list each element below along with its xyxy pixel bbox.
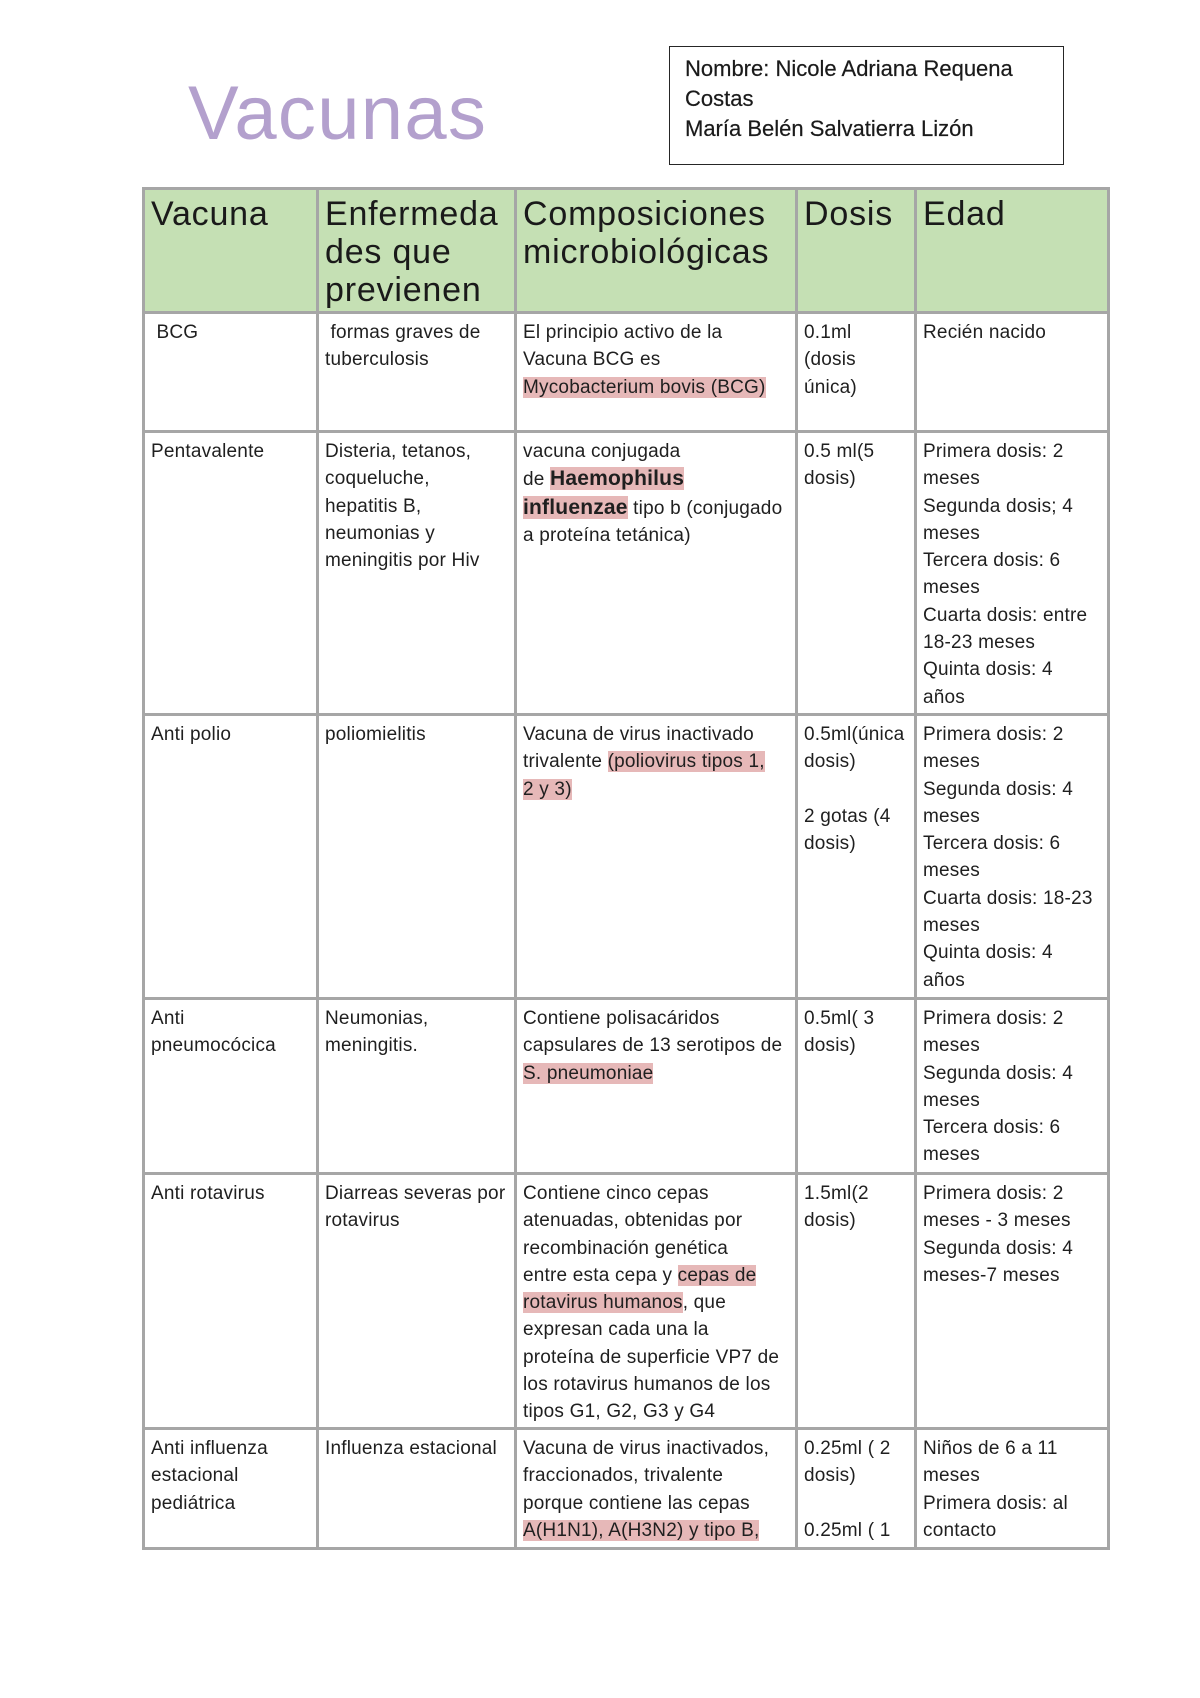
cell-diseases (318, 999, 516, 1174)
text-line (523, 748, 789, 775)
text-line: Anti influenza (151, 1438, 268, 1459)
cell-dose (797, 313, 916, 432)
text-line: tipos G1, G2, G3 y G4 (523, 1401, 716, 1423)
text-line: vacuna conjugada (523, 441, 681, 462)
text-line: meses (923, 522, 980, 544)
header-diseases (318, 189, 516, 313)
text-line: meses (923, 860, 980, 882)
student-name: María Belén Salvatierra Lizón (685, 116, 974, 141)
student-name-box (669, 46, 1064, 165)
cell-dose (797, 1174, 916, 1429)
text-line: 0.5ml( 3 (804, 1008, 875, 1029)
text-line: Cuarta dosis: entre (923, 604, 1088, 626)
cell-dose (797, 432, 916, 715)
text-line: Primera dosis: 2 (923, 1008, 1064, 1029)
text-line: pediátrica (151, 1492, 236, 1514)
cell-age (916, 999, 1109, 1174)
text-line: porque contiene las cepas (523, 1492, 750, 1514)
highlighted-text: Mycobacterium bovis (BCG) (523, 376, 766, 398)
text-line: Tercera dosis: 6 (923, 833, 1061, 855)
cell-diseases (318, 715, 516, 999)
text-line: previenen (325, 271, 482, 309)
cell-vaccine (144, 1174, 318, 1429)
text-line (523, 1517, 789, 1544)
text-line: Influenza estacional (325, 1438, 497, 1459)
text-line: dosis) (804, 1465, 856, 1487)
text-line: Segunda dosis; 4 (923, 495, 1074, 517)
text-line: años (923, 969, 966, 991)
header-composition (516, 189, 797, 313)
text-line: meses (923, 805, 980, 827)
highlighted-text: rotavirus humanos (523, 1292, 683, 1314)
text-line: coqueluche, (325, 468, 430, 490)
text-line: Segunda dosis: 4 (923, 1237, 1074, 1259)
text-line: atenuadas, obtenidas por (523, 1210, 743, 1232)
text-line: Anti (151, 1008, 185, 1029)
cell-diseases (318, 1429, 516, 1549)
highlighted-text: 2 y 3) (523, 778, 572, 800)
text-line: dosis) (804, 1210, 856, 1232)
text-line: meningitis por Hiv (325, 550, 480, 572)
student-name: Nicole Adriana Requena Costas (685, 56, 1013, 111)
text-line: dosis) (804, 1035, 856, 1057)
highlighted-term: Haemophilus (550, 467, 685, 491)
cell-age (916, 715, 1109, 999)
text-line: 0.5 ml(5 (804, 441, 875, 462)
text-segment: entre esta cepa y (523, 1264, 678, 1286)
text-line: meses (923, 1035, 980, 1057)
table-row (144, 999, 1109, 1174)
cell-age (916, 1174, 1109, 1429)
text-line: meses (923, 1089, 980, 1111)
text-line: Primera dosis: 2 (923, 724, 1064, 745)
cell-vaccine (144, 313, 318, 432)
text-line: Edad (923, 195, 1006, 233)
text-segment: tipo b (conjugado (627, 497, 783, 519)
text-line: Pentavalente (151, 441, 265, 462)
text-line: Primera dosis: 2 (923, 1183, 1064, 1204)
table-head (144, 189, 1109, 313)
text-line: Composiciones (523, 195, 766, 233)
table-row (144, 715, 1109, 999)
cell-vaccine (144, 999, 318, 1174)
cell-composition (516, 1174, 797, 1429)
text-line: capsulares de 13 serotipos de (523, 1035, 783, 1057)
text-line: 0.25ml ( 2 (804, 1438, 891, 1459)
header-vaccine (144, 189, 318, 313)
text-line: tuberculosis (325, 349, 429, 371)
cell-composition (516, 1429, 797, 1549)
cell-diseases (318, 313, 516, 432)
text-line: meses (923, 1144, 980, 1166)
table-row (144, 432, 1109, 715)
text-line: Anti polio (151, 724, 232, 745)
text-line: dosis) (804, 751, 856, 773)
text-line: Quinta dosis: 4 (923, 942, 1053, 964)
text-line: Primera dosis: 2 (923, 441, 1064, 462)
text-line: Dosis (804, 195, 894, 233)
text-line (523, 1262, 789, 1289)
text-line: Tercera dosis: 6 (923, 550, 1061, 572)
cell-diseases (318, 1174, 516, 1429)
text-line: dosis) (804, 468, 856, 490)
text-line: BCG (151, 322, 199, 343)
text-line: Neumonias, (325, 1008, 429, 1029)
text-line: pneumocócica (151, 1035, 276, 1057)
cell-composition (516, 432, 797, 715)
text-line: 0.5ml(única (804, 724, 905, 745)
document-title: Vacunas (188, 71, 488, 156)
blank-line (804, 776, 908, 803)
text-line: proteína de superficie VP7 de (523, 1346, 780, 1368)
cell-age (916, 1429, 1109, 1549)
text-line (523, 465, 789, 493)
text-line: única) (804, 376, 857, 398)
cell-dose (797, 1429, 916, 1549)
text-line: años (923, 686, 966, 708)
cell-diseases (318, 432, 516, 715)
text-line: Disteria, tetanos, (325, 441, 472, 462)
text-line: des que (325, 233, 452, 271)
table-body (144, 313, 1109, 1549)
vaccine-table (142, 187, 1110, 1550)
header-age (916, 189, 1109, 313)
text-line: 2 gotas (4 (804, 805, 891, 827)
text-line: Anti rotavirus (151, 1183, 265, 1204)
text-line: meses (923, 1465, 980, 1487)
table-row (144, 1429, 1109, 1549)
cell-vaccine (144, 432, 318, 715)
text-line: 18-23 meses (923, 632, 1036, 654)
text-line: formas graves de (325, 322, 481, 343)
text-line: Vacuna de virus inactivado (523, 724, 754, 745)
text-line: rotavirus (325, 1210, 400, 1232)
text-line: Vacuna de virus inactivados, (523, 1438, 770, 1459)
text-line: contacto (923, 1519, 997, 1541)
text-line: meses (923, 577, 980, 599)
text-line: Cuarta dosis: 18-23 (923, 887, 1093, 909)
text-line (523, 776, 789, 803)
highlighted-text: cepas de (677, 1264, 757, 1286)
text-segment: , que (682, 1292, 726, 1314)
text-line: 0.25ml ( 1 (804, 1519, 891, 1541)
cell-age (916, 432, 1109, 715)
text-segment: de (523, 469, 551, 491)
text-line: estacional (151, 1465, 239, 1487)
text-line: hepatitis B, (325, 495, 422, 517)
name-label: Nombre: (685, 56, 770, 81)
text-line (523, 1060, 789, 1087)
text-line: Tercera dosis: 6 (923, 1117, 1061, 1139)
text-line: Vacuna BCG es (523, 349, 661, 371)
text-line: neumonias y (325, 522, 435, 544)
table-row (144, 1174, 1109, 1429)
text-line: recombinación genética (523, 1237, 729, 1259)
blank-line (804, 1490, 908, 1517)
text-line: poliomielitis (325, 724, 426, 745)
text-line: 1.5ml(2 (804, 1183, 869, 1204)
text-line: dosis) (804, 833, 856, 855)
text-line: microbiológicas (523, 233, 770, 271)
text-line: meningitis. (325, 1035, 419, 1057)
cell-age (916, 313, 1109, 432)
header-dose (797, 189, 916, 313)
table-row (144, 313, 1109, 432)
text-line: Quinta dosis: 4 (923, 659, 1053, 681)
text-line: 0.1ml (804, 322, 852, 343)
text-line: Vacuna (151, 195, 269, 233)
text-line: Recién nacido (923, 322, 1047, 343)
text-line: Enfermeda (325, 195, 499, 233)
highlighted-text: S. pneumoniae (523, 1062, 654, 1084)
highlighted-text: A(H1N1), A(H3N2) y tipo B, (523, 1519, 760, 1541)
text-line (523, 1289, 789, 1316)
text-line: meses-7 meses (923, 1264, 1060, 1286)
text-line: Primera dosis: al (923, 1492, 1068, 1514)
student-name-line (685, 54, 1051, 114)
cell-vaccine (144, 715, 318, 999)
cell-dose (797, 999, 916, 1174)
text-line: Contiene cinco cepas (523, 1183, 709, 1204)
cell-composition (516, 715, 797, 999)
text-line: Contiene polisacáridos (523, 1008, 720, 1029)
text-line: los rotavirus humanos de los (523, 1374, 771, 1396)
text-line: (dosis (804, 349, 856, 371)
text-line: a proteína tetánica) (523, 524, 691, 546)
table-header-row (144, 189, 1109, 313)
text-line: fraccionados, trivalente (523, 1465, 724, 1487)
text-line (523, 494, 789, 522)
text-line (523, 374, 789, 401)
highlighted-text: (poliovirus tipos 1, (607, 751, 765, 773)
cell-composition (516, 999, 797, 1174)
text-line: expresan cada una la (523, 1319, 709, 1341)
cell-vaccine (144, 1429, 318, 1549)
highlighted-term: influenzae (523, 495, 628, 519)
text-line: Niños de 6 a 11 (923, 1438, 1058, 1459)
text-line: meses - 3 meses (923, 1210, 1071, 1232)
text-line: Segunda dosis: 4 (923, 1062, 1074, 1084)
text-line: Segunda dosis: 4 (923, 778, 1074, 800)
text-segment: trivalente (523, 751, 608, 773)
cell-composition (516, 313, 797, 432)
text-line: El principio activo de la (523, 322, 723, 343)
text-line: meses (923, 751, 980, 773)
text-line: Diarreas severas por (325, 1183, 506, 1204)
text-line: meses (923, 915, 980, 937)
cell-dose (797, 715, 916, 999)
text-line: meses (923, 468, 980, 490)
